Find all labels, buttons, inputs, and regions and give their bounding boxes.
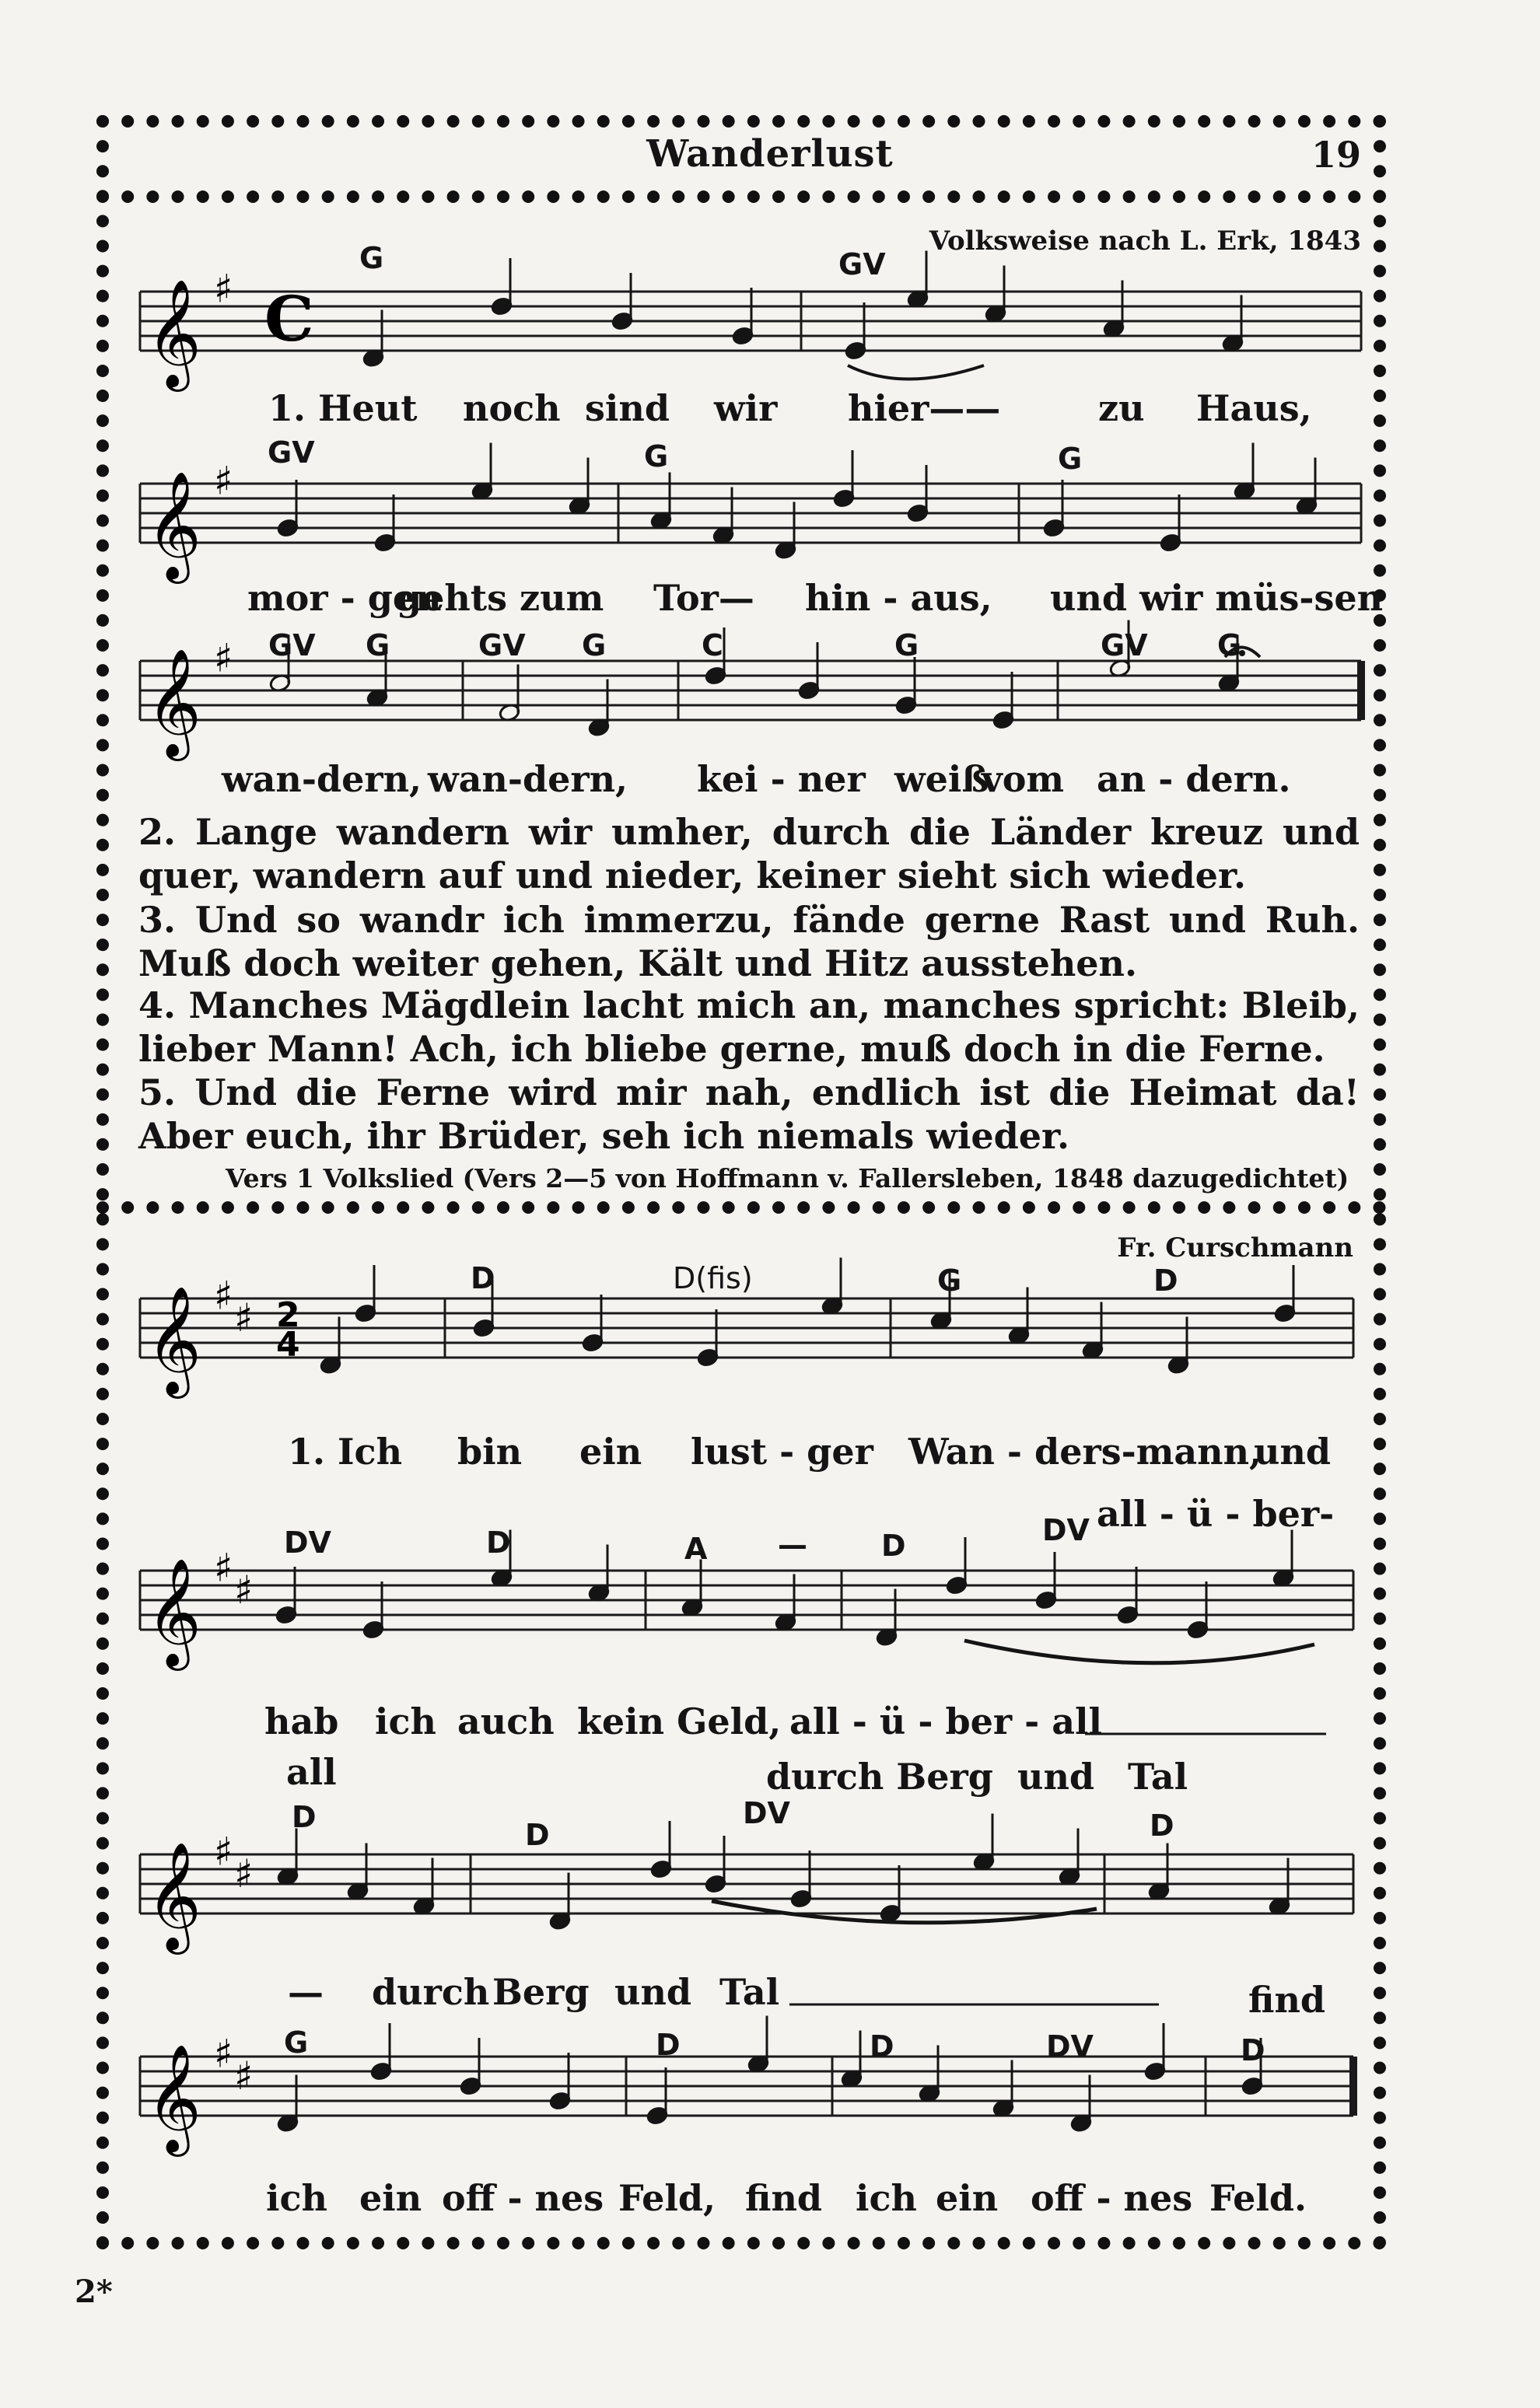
chord: D [486,1526,511,1560]
slur [848,365,984,379]
lyric-syllable: off - nes [442,2177,604,2219]
lyric-syllable: Berg [492,1971,590,2013]
chord: D [525,1818,550,1852]
lyric-syllable: an - dern. [1097,758,1291,800]
lyric-upper-line: all - ü - ber- [1097,1493,1335,1535]
chord: G [894,628,919,662]
common-time-icon: C [264,282,314,355]
lyric-syllable: all - ü - ber - all [789,1700,1102,1742]
lyric-syllable: weiß [894,758,989,800]
treble-clef-icon: 𝄞 [146,1558,201,1666]
lyric-syllable: ich [856,2177,917,2219]
chord: DV [1046,2029,1094,2064]
lyric-alt: und [1017,1756,1095,1798]
sharp-icon: ♯ [234,1851,254,1896]
chord: G [937,1263,962,1298]
chord: D(fis) [673,1261,753,1295]
lyric-syllable: Tal [719,1971,780,2013]
sharp-icon: ♯ [234,1295,254,1340]
verse-3: 3. Und so wandr ich immerzu, fände gerne Rast und Ruh. Muß doch weiter gehen, Kält und Hitz ausstehen. [138,899,1360,984]
lyric-syllable: 1. Heut [268,387,418,429]
chord: G [284,2025,309,2060]
time-signature-top: 2 [276,1295,300,1335]
lyric-syllable: off - nes [1031,2177,1193,2219]
lyric-syllable: Tor— [653,577,754,619]
chord: D [881,1529,906,1563]
sharp-icon: ♯ [214,1273,233,1319]
lyric-syllable: ein [579,1431,642,1473]
sharp-icon: ♯ [214,266,233,312]
chord: G [1058,442,1083,476]
chord: D [1153,1263,1178,1298]
lyric-syllable: und wir müs-sen [1050,577,1384,619]
lyric-syllable: ein [359,2177,422,2219]
treble-clef-icon: 𝄞 [146,471,201,579]
lyric-syllable: wan-dern, [222,758,422,800]
lyric-syllable: gehts zum [397,577,604,619]
lyric-syllable: bin [457,1431,523,1473]
page-title: Wanderlust [646,132,894,176]
page-number: 19 [1311,134,1361,176]
chord: G [359,241,384,275]
sharp-icon: ♯ [234,2053,254,2099]
sharp-icon: ♯ [214,458,233,504]
lyric-syllable: find [745,2177,823,2219]
signature-mark: 2* [75,2273,113,2310]
lyric-syllable: — [288,1971,324,2013]
chord: GV [838,247,886,281]
chord: G [644,439,669,474]
chord: DV [743,1796,790,1830]
verse-5: 5. Und die Ferne wird mir nah, endlich ist die Heimat da! Aber euch, ihr Brüder, seh ich niemals wieder. [138,1071,1360,1157]
chord: DV [284,1526,331,1560]
lyric-alt: durch Berg [766,1756,993,1798]
treble-clef-icon: 𝄞 [146,2044,201,2152]
lyric-syllable: noch [463,387,561,429]
lyric-syllable: ich [375,1700,436,1742]
lyric-syllable: sind [585,387,670,429]
chord: D [1150,1809,1174,1843]
song1-credit: Volksweise nach L. Erk, 1843 [929,225,1361,257]
chord: D [471,1261,495,1295]
lyric-syllable: mor - gen [247,577,442,619]
verse-2: 2. Lange wandern wir umher, durch die Länder kreuz und quer, wandern auf und nieder, keiner sieht sich wieder. [138,811,1360,896]
treble-clef-icon: 𝄞 [146,1842,201,1950]
chord: — [778,1528,807,1562]
slur [964,1641,1314,1663]
song1-footnote: Vers 1 Volkslied (Vers 2—5 von Hoffmann v. Fallersleben, 1848 dazugedichtet) [226,1163,1349,1194]
lyric-syllable: vom [982,758,1065,800]
lyric-syllable: hab [264,1700,339,1742]
lyric-syllable: wan-dern, [428,758,628,800]
sharp-icon: ♯ [214,635,233,681]
chord: GV [478,628,526,662]
chord: GV [268,628,316,662]
chord: D [292,1800,317,1834]
lyric-syllable: ich [266,2177,327,2219]
chord: D [870,2029,894,2064]
chord: D [656,2028,681,2062]
sharp-icon: ♯ [234,1567,254,1613]
chord: A [684,1532,708,1566]
treble-clef-icon: 𝄞 [146,279,201,387]
lyric-syllable: Feld. [1209,2177,1307,2219]
lyric-syllable: Wan - ders-mann, [908,1431,1262,1473]
lyric-syllable: wir [714,387,778,429]
chord: G [1217,628,1242,662]
lyric-syllable: find [1248,1979,1326,2021]
chord: G [582,628,607,662]
lyric-syllable: 1. Ich [288,1431,403,1473]
lyric-syllable: kein Geld, [577,1700,782,1742]
lyric-alt: Tal [1128,1756,1188,1798]
chord: DV [1042,1513,1090,1547]
treble-clef-icon: 𝄞 [146,1286,201,1394]
lyric-syllable: auch [457,1700,555,1742]
sharp-icon: ♯ [214,2031,233,2077]
chord: C [702,628,723,662]
lyric-syllable: Haus, [1196,387,1312,429]
lyric-syllable: lust - ger [691,1431,873,1473]
lyric-syllable: ein [936,2177,999,2219]
lyric-syllable: durch [372,1971,490,2013]
lyric-syllable: hier—— [848,387,1001,429]
lyric-syllable: hin - aus, [805,577,992,619]
lyric-alt: all [286,1751,337,1793]
verse-4: 4. Manches Mägdlein lacht mich an, manches spricht: Bleib, lieber Mann! Ach, ich bliebe gerne, muß doch in die Ferne. [138,984,1360,1070]
lyric-syllable: und [614,1971,692,2013]
time-signature-bottom: 4 [276,1325,300,1365]
chord: D [1241,2033,1265,2067]
lyric-syllable: kei - ner [697,758,866,800]
lyric-syllable: und [1254,1431,1332,1473]
chord: GV [268,435,315,470]
chord: GV [1101,628,1148,662]
slur [712,1901,1097,1923]
sharp-icon: ♯ [214,1829,233,1875]
lyric-syllable: Feld, [618,2177,716,2219]
lyric-syllable: zu [1098,387,1145,429]
sharp-icon: ♯ [214,1545,233,1591]
treble-clef-icon: 𝄞 [146,648,201,757]
song2-credit: Fr. Curschmann [1117,1232,1353,1263]
chord: G [366,628,390,662]
